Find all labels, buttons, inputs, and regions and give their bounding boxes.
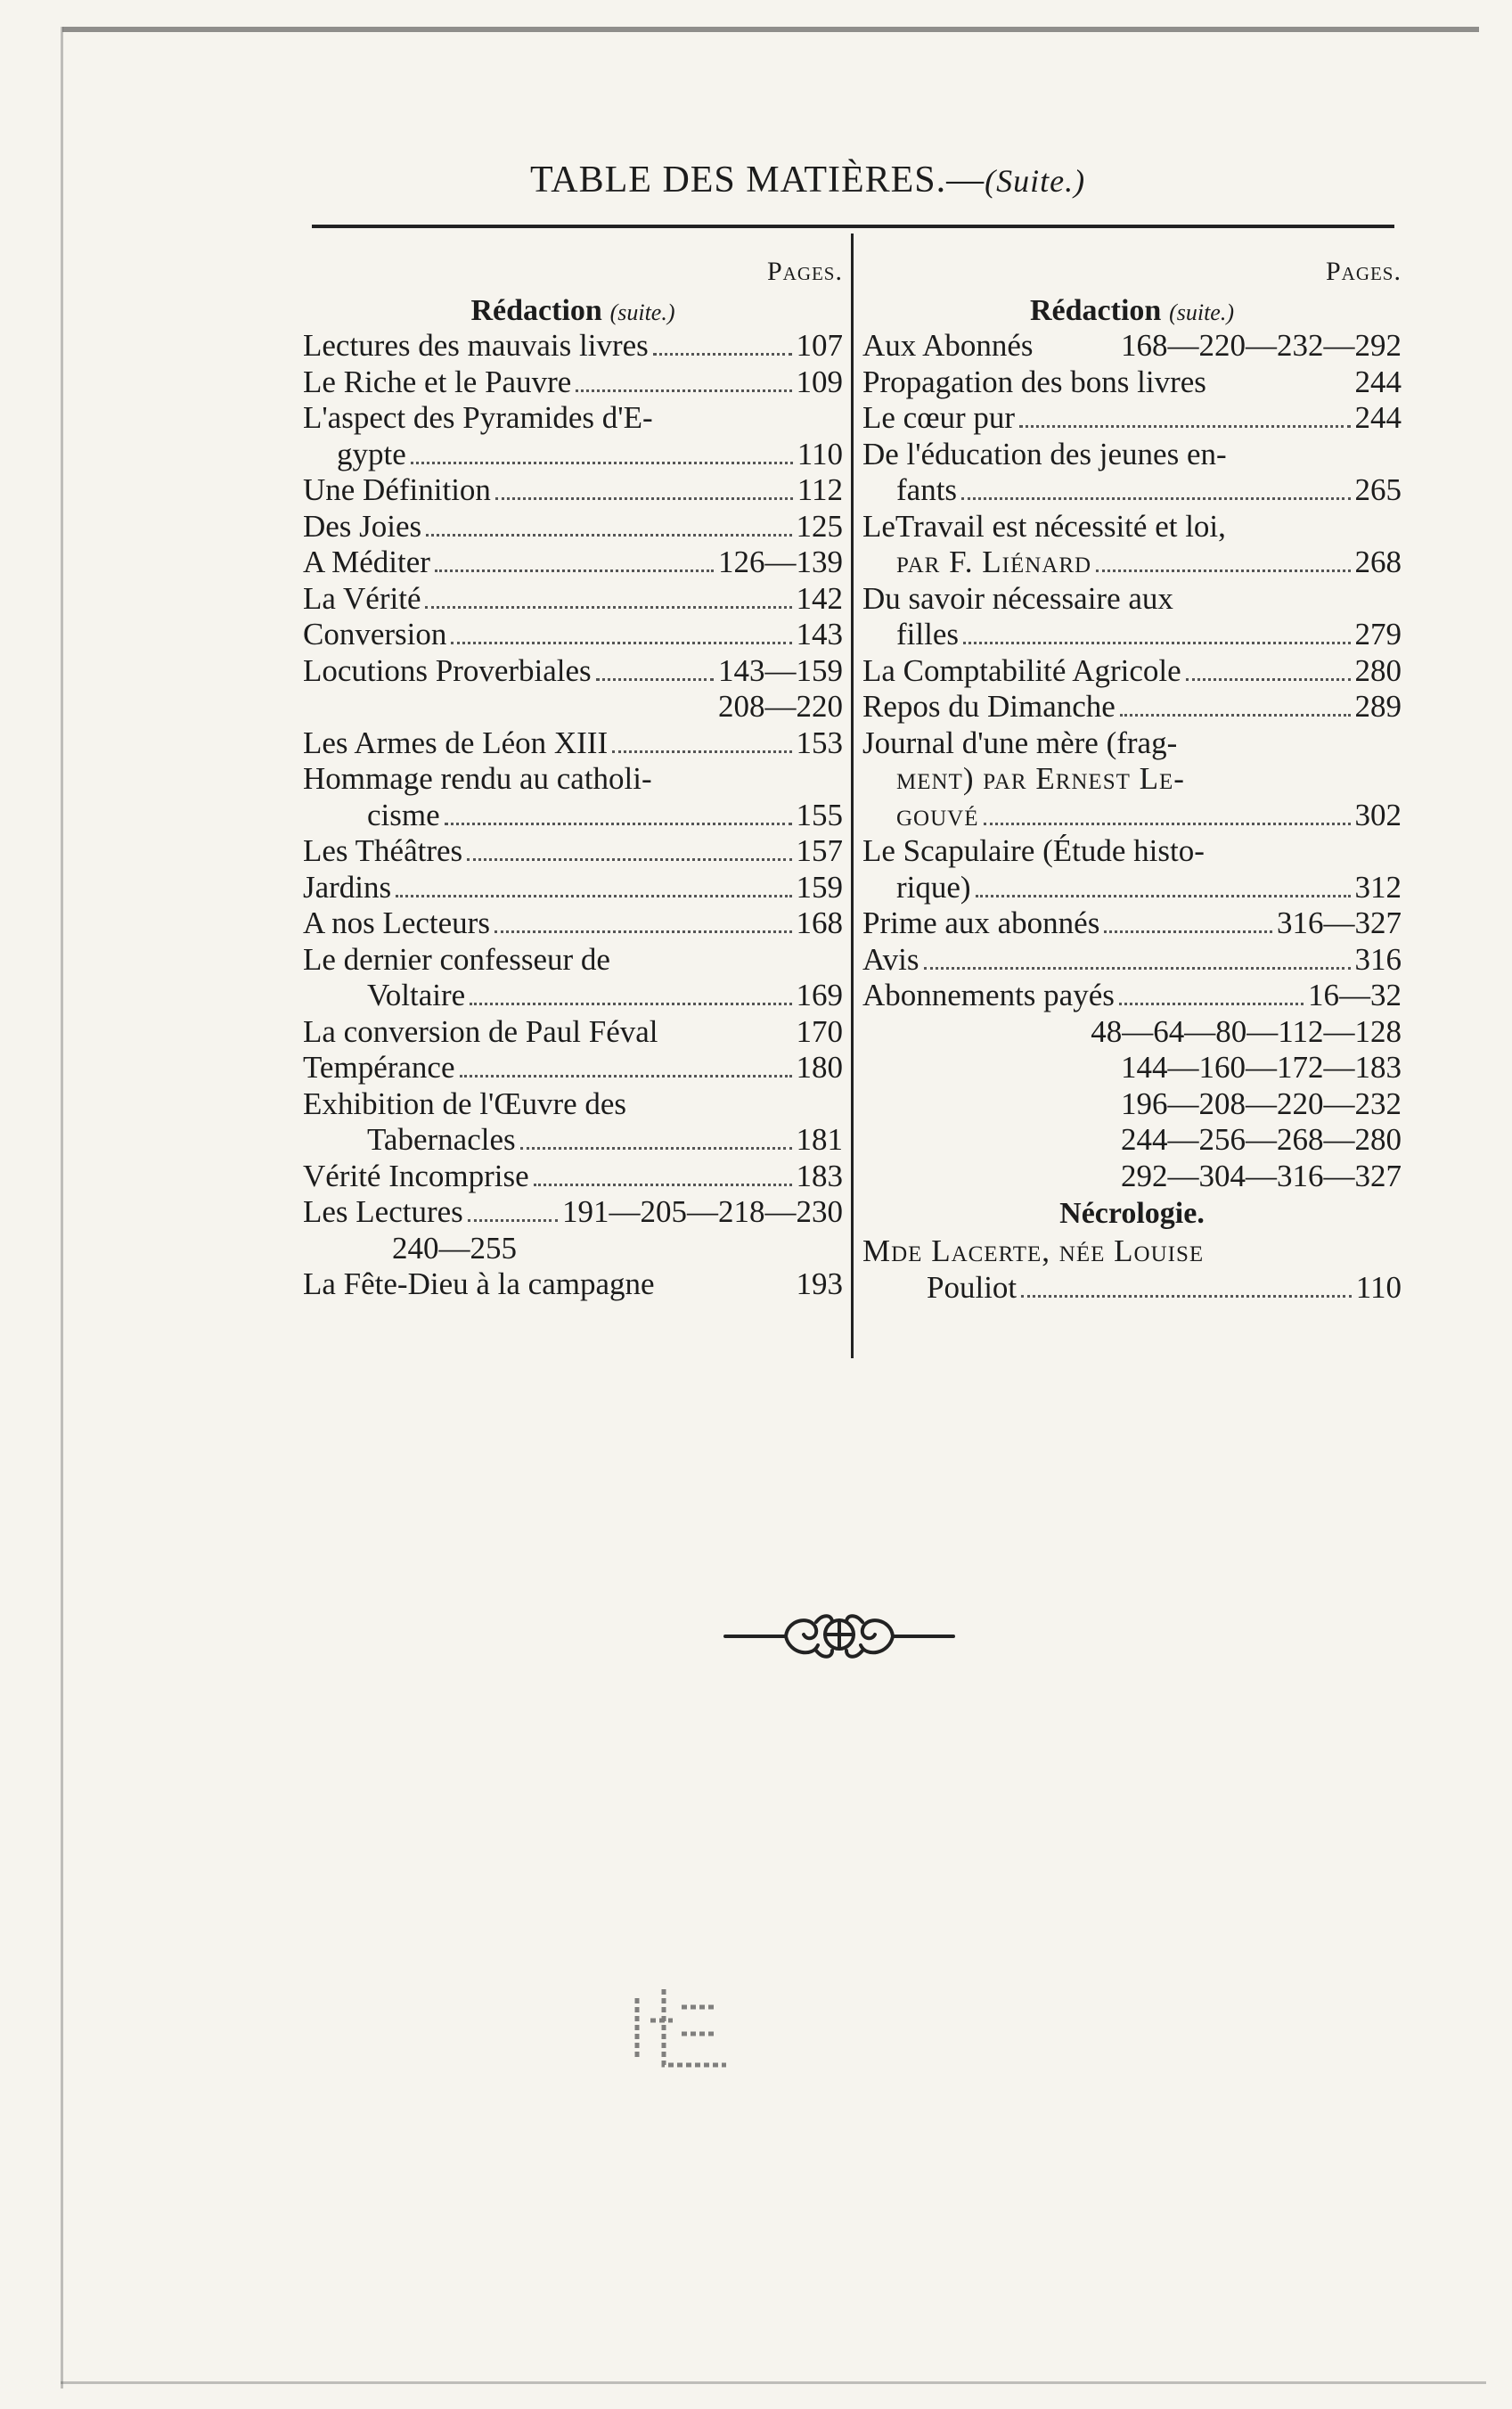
toc-entry bbox=[303, 761, 843, 798]
toc-entry bbox=[303, 833, 843, 870]
entry-page: 48—64—80—112—128 bbox=[1091, 1013, 1402, 1049]
entry-page: 268 bbox=[1354, 545, 1402, 579]
entry-text: Une Définition bbox=[303, 472, 491, 507]
toc-entry bbox=[303, 870, 843, 906]
entry-page: 180 bbox=[796, 1050, 843, 1085]
entry-page: 143—159 bbox=[718, 652, 843, 688]
toc-entry bbox=[303, 437, 843, 473]
entry-text: La Vérité bbox=[303, 580, 421, 616]
entry-text: par F. Liénard bbox=[896, 545, 1092, 579]
pages-header: Pages. bbox=[766, 257, 843, 286]
toc-entry bbox=[862, 545, 1402, 581]
toc-entry bbox=[303, 365, 843, 401]
page-top-edge bbox=[62, 27, 1479, 32]
entry-text: La Comptabilité Agricole bbox=[862, 652, 1181, 688]
toc-entry-continuation bbox=[303, 1231, 843, 1267]
page-bottom-edge bbox=[61, 2381, 1486, 2384]
entry-page: 244 bbox=[1354, 400, 1402, 435]
entry-page: 208—220 bbox=[718, 689, 843, 724]
entry-page: 279 bbox=[1354, 617, 1402, 651]
toc-entry bbox=[303, 1159, 843, 1195]
column-divider bbox=[851, 234, 854, 1358]
entry-page: 168—220—232—292 bbox=[1121, 328, 1402, 363]
entry-page: 265 bbox=[1354, 472, 1402, 507]
entry-page: 107 bbox=[796, 328, 843, 363]
toc-entry bbox=[303, 942, 843, 979]
toc-entry bbox=[303, 1014, 843, 1051]
entry-text: Exhibition de l'Œuvre des bbox=[303, 1086, 627, 1121]
faint-stamp-mark bbox=[619, 1980, 753, 2078]
entry-text: fants bbox=[896, 472, 958, 507]
right-column bbox=[862, 257, 1402, 1306]
entry-page: 125 bbox=[796, 508, 843, 544]
section-suffix: (suite.) bbox=[609, 299, 675, 325]
entry-text: Jardins bbox=[303, 869, 392, 905]
entry-text: A nos Lecteurs bbox=[303, 905, 490, 940]
entry-page: 109 bbox=[796, 364, 843, 399]
entry-page: 155 bbox=[796, 797, 843, 832]
toc-entry bbox=[862, 870, 1402, 906]
toc-entry bbox=[303, 1086, 843, 1123]
toc-entry bbox=[303, 1122, 843, 1159]
toc-entry bbox=[303, 472, 843, 509]
toc-entry-continuation bbox=[862, 1122, 1402, 1159]
entry-page: 153 bbox=[796, 725, 843, 760]
entry-text: Conversion bbox=[303, 617, 447, 651]
entry-page: 168 bbox=[796, 905, 843, 940]
toc-entry bbox=[862, 905, 1402, 942]
toc-entry-continuation bbox=[862, 1086, 1402, 1123]
entry-page: 110 bbox=[797, 436, 843, 471]
entry-page: 112 bbox=[797, 472, 843, 507]
section-title: Nécrologie. bbox=[1059, 1197, 1205, 1230]
entry-text: Vérité Incomprise bbox=[303, 1158, 529, 1193]
entry-page: 157 bbox=[796, 833, 843, 868]
entry-page: 196—208—220—232 bbox=[1121, 1086, 1402, 1121]
entry-text: cisme bbox=[367, 797, 440, 832]
entry-text: Mde Lacerte, née Louise bbox=[862, 1233, 1205, 1268]
section-suffix: (suite.) bbox=[1169, 299, 1234, 325]
entry-text: Tempérance bbox=[303, 1050, 455, 1085]
entry-page: 142 bbox=[796, 580, 843, 616]
entry-text: ment) par Ernest Le- bbox=[896, 761, 1185, 796]
toc-entry bbox=[303, 725, 843, 762]
entry-text: gouvé bbox=[896, 797, 979, 832]
entry-text: De l'éducation des jeunes en- bbox=[862, 436, 1227, 471]
fleuron-ornament bbox=[723, 1602, 955, 1665]
toc-entry bbox=[303, 509, 843, 545]
entry-text: Le dernier confesseur de bbox=[303, 941, 610, 977]
entry-text: Tabernacles bbox=[367, 1122, 516, 1157]
page-title bbox=[530, 159, 1085, 201]
entry-page: 244—256—268—280 bbox=[1121, 1122, 1402, 1157]
entry-page: 144—160—172—183 bbox=[1121, 1050, 1402, 1085]
section-heading-necrologie bbox=[862, 1192, 1402, 1233]
entry-text: Prime aux abonnés bbox=[862, 905, 1100, 940]
toc-entry bbox=[303, 798, 843, 834]
title-suite: (Suite.) bbox=[985, 163, 1086, 199]
entry-page: 316 bbox=[1354, 941, 1402, 977]
toc-entry bbox=[303, 978, 843, 1014]
entry-text: Locutions Proverbiales bbox=[303, 652, 592, 688]
entry-page: 170 bbox=[796, 1013, 843, 1049]
section-title: Rédaction bbox=[1030, 294, 1162, 327]
entry-page: 159 bbox=[796, 869, 843, 905]
entry-page: 110 bbox=[1355, 1269, 1402, 1305]
toc-entry bbox=[862, 1233, 1402, 1270]
entry-text: Le Riche et le Pauvre bbox=[303, 364, 572, 399]
toc-entry bbox=[862, 617, 1402, 653]
toc-entry bbox=[303, 905, 843, 942]
entry-text: Les Théâtres bbox=[303, 833, 463, 868]
entry-page: 312 bbox=[1354, 869, 1402, 905]
entry-page: 302 bbox=[1354, 797, 1402, 832]
toc-entry bbox=[862, 833, 1402, 870]
toc-entry bbox=[862, 1270, 1402, 1307]
entry-text: La Fête-Dieu à la campagne bbox=[303, 1266, 655, 1301]
toc-entry bbox=[303, 545, 843, 581]
entry-text: Avis bbox=[862, 941, 919, 977]
toc-entry bbox=[862, 472, 1402, 509]
entry-text: Lectures des mauvais livres bbox=[303, 328, 649, 363]
toc-entry-continuation bbox=[862, 1050, 1402, 1086]
entry-text: Aux Abonnés bbox=[862, 328, 1034, 363]
page-left-edge bbox=[61, 27, 63, 2389]
toc-entry bbox=[862, 509, 1402, 545]
toc-entry bbox=[862, 328, 1402, 365]
toc-entry bbox=[862, 978, 1402, 1014]
toc-entry bbox=[862, 689, 1402, 725]
toc-entry bbox=[862, 798, 1402, 834]
entry-page: 280 bbox=[1354, 652, 1402, 688]
entry-page: 183 bbox=[796, 1158, 843, 1193]
entry-page: 193 bbox=[796, 1266, 843, 1301]
toc-entry bbox=[303, 400, 843, 437]
toc-entry bbox=[303, 581, 843, 618]
entry-page: 244 bbox=[1354, 364, 1402, 399]
entry-text: Journal d'une mère (frag- bbox=[862, 725, 1178, 760]
toc-entry bbox=[303, 617, 843, 653]
title-rule bbox=[312, 225, 1394, 228]
entry-text: LeTravail est nécessité et loi, bbox=[862, 508, 1226, 544]
toc-entry bbox=[862, 942, 1402, 979]
entry-text: L'aspect des Pyramides d'E- bbox=[303, 400, 653, 435]
toc-entry bbox=[862, 653, 1402, 690]
entry-text: gypte bbox=[337, 436, 406, 471]
section-title: Rédaction bbox=[470, 294, 602, 327]
toc-entry bbox=[862, 725, 1402, 762]
section-heading bbox=[303, 292, 843, 328]
toc-entry bbox=[862, 761, 1402, 798]
entry-page: 191—205—218—230 bbox=[562, 1194, 843, 1229]
left-column bbox=[303, 257, 843, 1303]
entry-text: Des Joies bbox=[303, 508, 422, 544]
entry-page: 143 bbox=[796, 617, 843, 651]
entry-text: Les Armes de Léon XIII bbox=[303, 725, 609, 760]
entry-text: rique) bbox=[896, 869, 971, 905]
entry-page: 289 bbox=[1354, 689, 1402, 724]
toc-entry bbox=[862, 437, 1402, 473]
title-main: TABLE DES MATIÈRES.— bbox=[530, 160, 985, 201]
entry-text: Pouliot bbox=[927, 1269, 1018, 1305]
toc-entry-continuation bbox=[862, 1159, 1402, 1195]
toc-entry bbox=[303, 1050, 843, 1086]
toc-entry bbox=[862, 365, 1402, 401]
entry-page: 126—139 bbox=[718, 545, 843, 579]
toc-entry bbox=[862, 581, 1402, 618]
entry-text: Les Lectures bbox=[303, 1194, 463, 1229]
toc-entry bbox=[303, 1194, 843, 1231]
entry-text: filles bbox=[896, 617, 959, 651]
entry-page: 181 bbox=[796, 1122, 843, 1157]
entry-text: Propagation des bons livres bbox=[862, 364, 1206, 399]
entry-text: Du savoir nécessaire aux bbox=[862, 580, 1173, 616]
entry-text: Le cœur pur bbox=[862, 400, 1016, 435]
entry-page: 292—304—316—327 bbox=[1121, 1158, 1402, 1193]
toc-entry bbox=[303, 328, 843, 365]
entry-page: 316—327 bbox=[1277, 905, 1402, 940]
toc-entry-continuation bbox=[862, 1014, 1402, 1051]
entry-text: La conversion de Paul Féval bbox=[303, 1013, 658, 1049]
pages-header: Pages. bbox=[1325, 257, 1402, 286]
entry-text: Le Scapulaire (Étude histo- bbox=[862, 833, 1205, 868]
entry-page: 16—32 bbox=[1308, 978, 1402, 1012]
entry-text: Hommage rendu au catholi- bbox=[303, 761, 652, 796]
entry-text: Voltaire bbox=[367, 978, 466, 1012]
entry-page: 240—255 bbox=[392, 1230, 517, 1266]
toc-entry bbox=[303, 653, 843, 690]
toc-entry bbox=[862, 400, 1402, 437]
entry-text: A Méditer bbox=[303, 545, 430, 579]
entry-text: Repos du Dimanche bbox=[862, 689, 1116, 724]
toc-entry bbox=[303, 1266, 843, 1303]
entry-page: 169 bbox=[796, 978, 843, 1012]
section-heading bbox=[862, 292, 1402, 328]
toc-entry-continuation bbox=[303, 689, 843, 725]
entry-text: Abonnements payés bbox=[862, 978, 1115, 1012]
